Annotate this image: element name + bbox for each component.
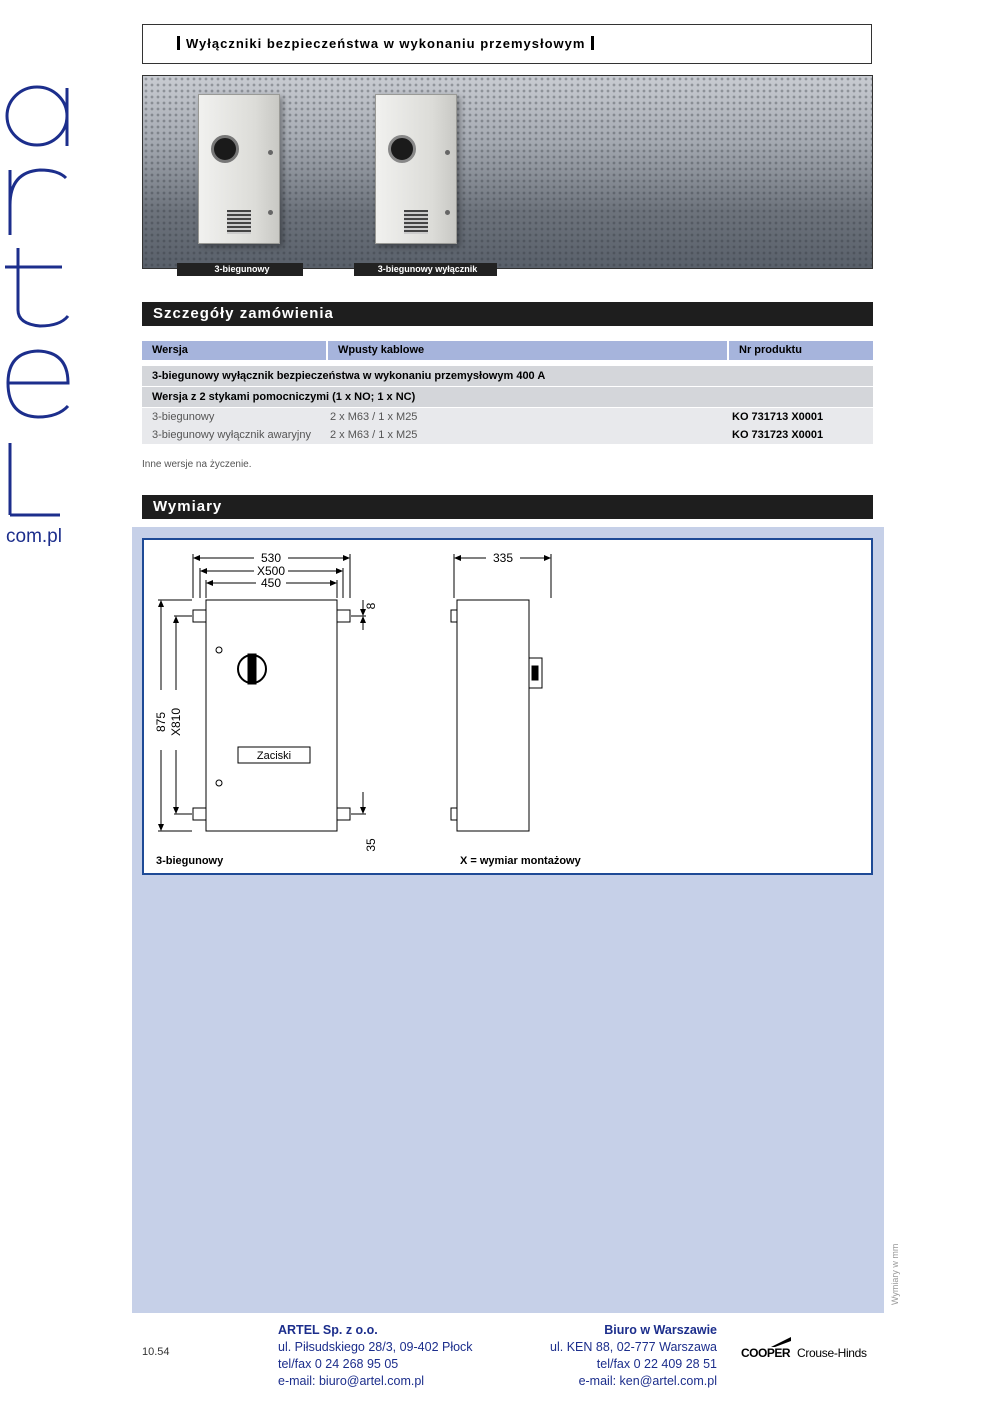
artel-logo — [0, 60, 80, 530]
column-header-product-number: Nr produktu — [729, 341, 873, 360]
product-photo-banner — [142, 75, 873, 269]
order-section-title: Szczegóły zamówienia — [142, 302, 873, 326]
company-name: ARTEL Sp. z o.o. — [278, 1323, 378, 1337]
company-email: e-mail: biuro@artel.com.pl — [278, 1374, 425, 1388]
company-phone: tel/fax 0 24 268 95 05 — [278, 1357, 399, 1371]
table-row — [142, 426, 873, 444]
height-label-x810: X810 — [169, 707, 183, 737]
cell-cable-entries: 2 x M63 / 1 x M25 — [330, 411, 418, 423]
office-name: Biuro w Warszawie — [604, 1323, 717, 1337]
width-label-530: 530 — [260, 551, 282, 565]
dimension-drawing — [144, 540, 871, 873]
banner-caption-1: 3-biegunowy — [177, 263, 303, 276]
height-label-875: 875 — [154, 711, 168, 733]
footer-address-warszawa — [520, 1322, 717, 1390]
width-label-x500: X500 — [256, 564, 286, 578]
cell-cable-entries: 2 x M63 / 1 x M25 — [330, 429, 418, 441]
dimensions-panel — [132, 527, 884, 1313]
cell-version: 3-biegunowy — [152, 411, 215, 423]
bottom-offset-label: 35 — [364, 838, 378, 852]
banner-caption-2: 3-biegunowy wyłącznik awaryjny — [354, 263, 497, 276]
office-email: e-mail: ken@artel.com.pl — [578, 1374, 717, 1388]
drawing-caption-right: X = wymiar montażowy — [460, 855, 581, 867]
depth-label-335: 335 — [492, 551, 514, 565]
terminal-label: Zaciski — [256, 750, 292, 762]
office-phone: tel/fax 0 22 409 28 51 — [596, 1357, 717, 1371]
brand-rest: Crouse-Hinds — [797, 1346, 867, 1360]
cell-version: 3-biegunowy wyłącznik awaryjny — [152, 429, 311, 441]
order-note: Inne wersje na życzenie. — [142, 459, 252, 470]
page-number: 10.54 — [142, 1346, 170, 1358]
table-group-1: 3-biegunowy wyłącznik bezpieczeństwa w wykonaniu przemysłowym 400 A — [142, 366, 873, 386]
table-group-2: Wersja z 2 stykami pomocniczymi (1 x NO; 1 x NC) — [142, 387, 873, 407]
cell-product-number: KO 731713 X0001 — [732, 411, 824, 423]
cell-product-number: KO 731723 X0001 — [732, 429, 824, 441]
column-header-cable-entries: Wpusty kablowe — [328, 341, 727, 360]
logo-domain: com.pl — [6, 526, 62, 547]
top-offset-label: 8 — [364, 602, 378, 610]
dimension-drawing-frame — [142, 538, 873, 875]
dimensions-section-title: Wymiary — [142, 495, 873, 519]
drawing-caption-left: 3-biegunowy — [156, 855, 224, 867]
cabinet-photo-1 — [198, 94, 280, 244]
brand-bold: COOPER — [741, 1346, 791, 1360]
column-header-version: Wersja — [142, 341, 326, 360]
units-side-note: Wymiary w mm — [890, 1243, 900, 1305]
page-header — [142, 24, 872, 64]
footer-address-plock — [278, 1322, 473, 1390]
cabinet-photo-2 — [375, 94, 457, 244]
company-street: ul. Piłsudskiego 28/3, 09-402 Płock — [278, 1340, 473, 1354]
office-street: ul. KEN 88, 02-777 Warszawa — [550, 1340, 717, 1354]
width-label-450: 450 — [260, 576, 282, 590]
page-title: Wyłączniki bezpieczeństwa w wykonaniu przemysłowym — [177, 36, 594, 51]
table-row — [142, 408, 873, 426]
